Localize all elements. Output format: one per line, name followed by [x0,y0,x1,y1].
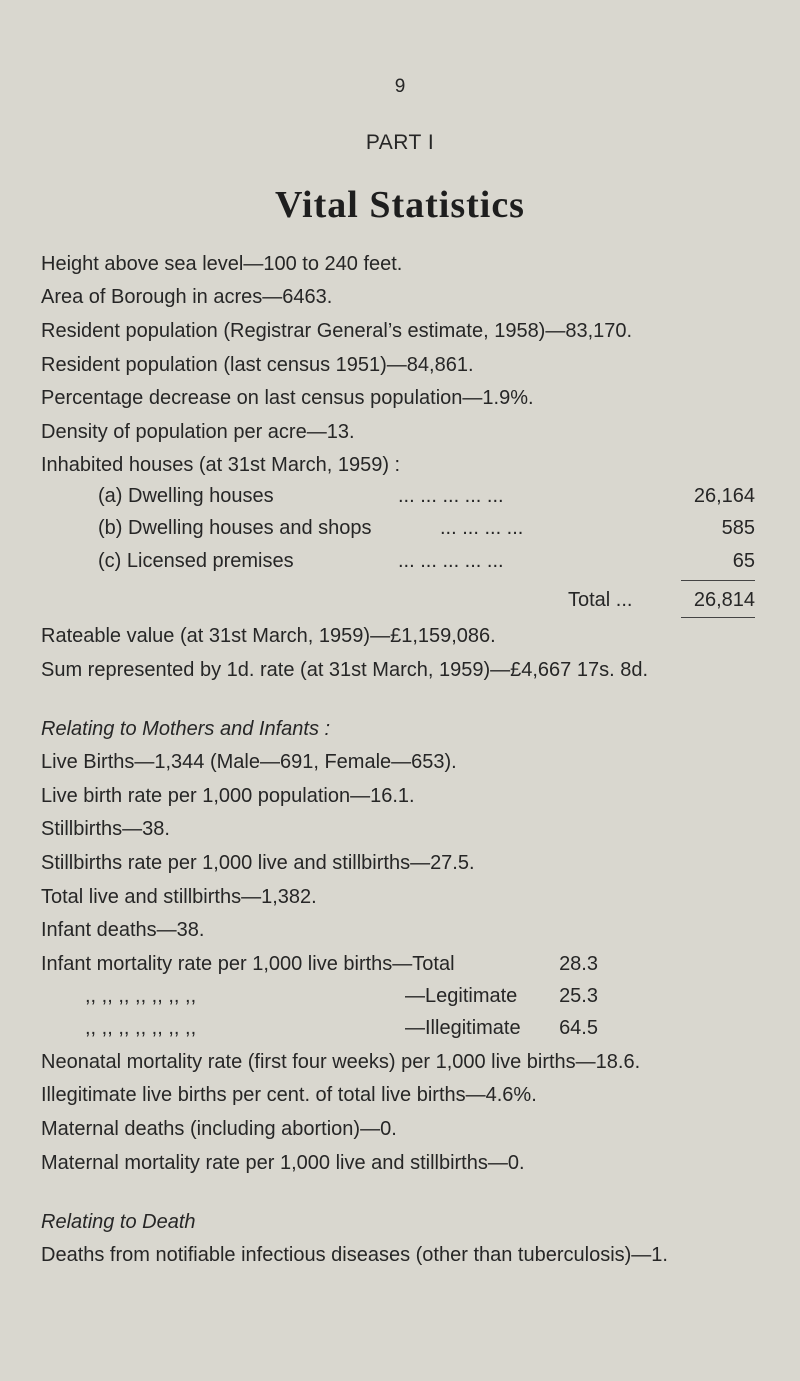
illegitimate-percent-line: Illegitimate live births per cent. of total live births—4.6%. [41,1084,537,1106]
houses-row-label: (a) Dwelling houses [98,485,274,507]
percentage-decrease-line: Percentage decrease on last census population—1.9%. [41,387,534,409]
total-top-rule [681,580,755,581]
birth-rate-line: Live birth rate per 1,000 population—16.1. [41,785,415,807]
neonatal-mortality-line: Neonatal mortality rate (first four weeks) per 1,000 live births—18.6. [41,1051,641,1073]
infant-mortality-illegitimate-label: —Illegitimate [405,1017,521,1039]
stillbirth-rate-line: Stillbirths rate per 1,000 live and stillbirths—27.5. [41,852,475,874]
infant-mortality-legitimate-value: 25.3 [559,985,598,1007]
ditto-marks: ,, ,, ,, ,, ,, ,, ,, [85,985,197,1007]
infant-mortality-total-label: Infant mortality rate per 1,000 live births—Total [41,953,455,975]
population-estimate-line: Resident population (Registrar General’s estimate, 1958)—83,170. [41,320,633,342]
population-census-line: Resident population (last census 1951)—84,861. [41,354,474,376]
live-births-line: Live Births—1,344 (Male—691, Female—653). [41,751,457,773]
penny-rate-line: Sum represented by 1d. rate (at 31st March, 1959)—£4,667 17s. 8d. [41,659,649,681]
houses-row-value: 585 [721,517,755,539]
houses-row-value: 26,164 [693,485,755,507]
part-heading: PART I [365,131,435,154]
mothers-infants-heading: Relating to Mothers and Infants : [41,718,331,740]
houses-heading: Inhabited houses (at 31st March, 1959) : [41,454,401,476]
height-line: Height above sea level—100 to 240 feet. [41,253,403,275]
page-number: 9 [394,76,406,97]
houses-total-value: 26,814 [693,589,755,611]
houses-row-dots: ... ... ... ... ... [398,485,504,507]
notifiable-deaths-line: Deaths from notifiable infectious diseases (other than tuberculosis)—1. [41,1244,668,1266]
houses-row-dots: ... ... ... ... [440,517,524,539]
ditto-marks: ,, ,, ,, ,, ,, ,, ,, [85,1017,197,1039]
area-line: Area of Borough in acres—6463. [41,286,333,308]
total-births-line: Total live and stillbirths—1,382. [41,886,317,908]
maternal-mortality-line: Maternal mortality rate per 1,000 live and stillbirths—0. [41,1152,525,1174]
houses-row-value: 65 [732,550,755,572]
houses-row-dots: ... ... ... ... ... [398,550,504,572]
infant-deaths-line: Infant deaths—38. [41,919,205,941]
rateable-value-line: Rateable value (at 31st March, 1959)—£1,159,086. [41,625,496,647]
death-heading: Relating to Death [41,1211,196,1233]
density-line: Density of population per acre—13. [41,421,355,443]
maternal-deaths-line: Maternal deaths (including abortion)—0. [41,1118,397,1140]
page-title: Vital Statistics [275,184,525,226]
infant-mortality-total-value: 28.3 [559,953,598,975]
houses-row-label: (c) Licensed premises [98,550,294,572]
houses-row-label: (b) Dwelling houses and shops [98,517,372,539]
infant-mortality-illegitimate-value: 64.5 [559,1017,598,1039]
infant-mortality-legitimate-label: —Legitimate [405,985,518,1007]
stillbirths-line: Stillbirths—38. [41,818,170,840]
total-bottom-rule [681,617,755,618]
houses-total-label: Total ... [568,589,633,611]
